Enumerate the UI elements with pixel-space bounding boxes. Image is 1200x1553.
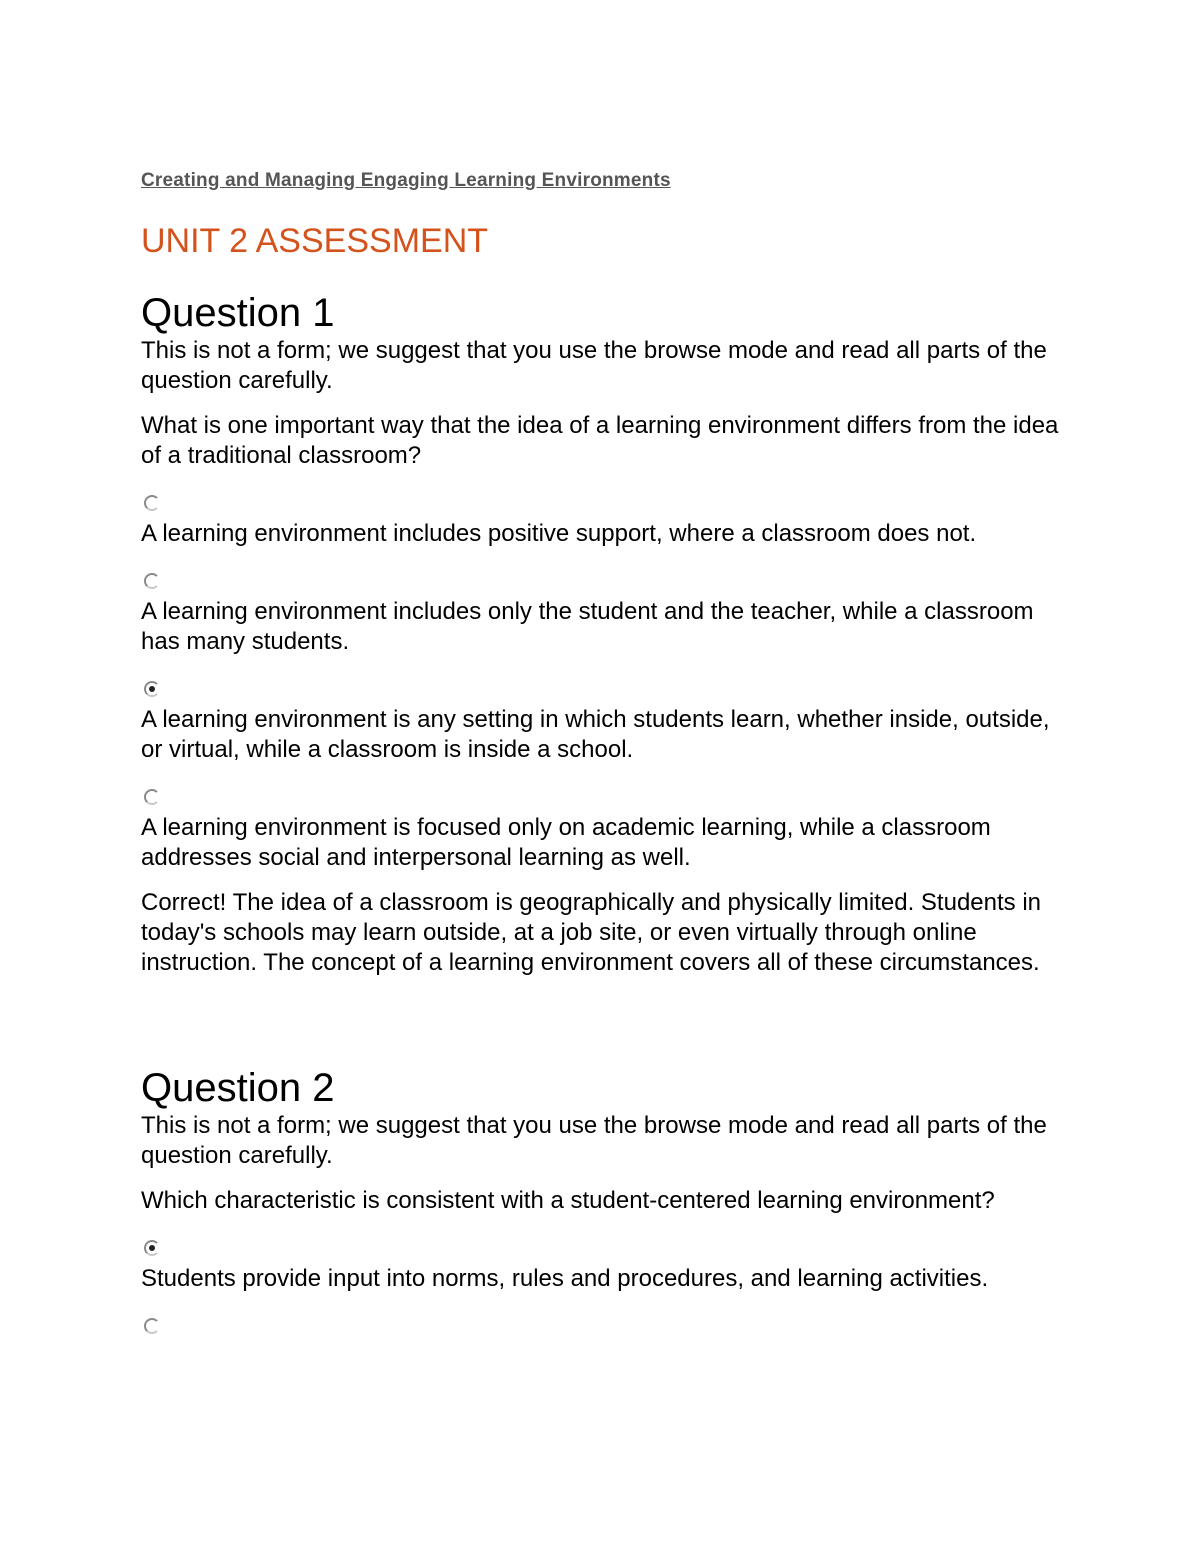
course-title-link[interactable]: Creating and Managing Engaging Learning Environments [141, 170, 671, 191]
option-text: A learning environment is focused only on academic learning, while a classroom addresses social and interpersonal learning as well. [141, 814, 991, 871]
feedback-text: Correct! The idea of a classroom is geographically and physically limited. Students in today's schools may learn outside, at a job site, or even virtually through online instruction. The concept of a learning environment covers all of these circumstances. [141, 889, 1041, 976]
option-text: A learning environment is any setting in which students learn, whether inside, outside, or virtual, while a classroom is inside a school. [141, 706, 1050, 763]
question-1 [141, 290, 1071, 978]
radio-option-1[interactable] [144, 495, 160, 511]
radio-option-2[interactable] [144, 1318, 160, 1334]
question-2 [141, 1065, 1071, 1334]
option-text: A learning environment includes positive support, where a classroom does not. [141, 520, 977, 547]
radio-option-4[interactable] [144, 789, 160, 805]
question-prompt: What is one important way that the idea of a learning environment differs from the idea of a traditional classroom? [141, 412, 1059, 469]
question-title: Question 2 [141, 1066, 335, 1110]
question-prompt: Which characteristic is consistent with a student-centered learning environment? [141, 1187, 995, 1214]
radio-option-3-selected[interactable] [144, 681, 160, 697]
question-note: This is not a form; we suggest that you use the browse mode and read all parts of the question carefully. [141, 337, 1047, 394]
radio-option-2[interactable] [144, 573, 160, 589]
option-text: A learning environment includes only the student and the teacher, while a classroom has many students. [141, 598, 1034, 655]
unit-title: UNIT 2 ASSESSMENT [141, 222, 489, 260]
question-title: Question 1 [141, 291, 335, 335]
radio-option-1-selected[interactable] [144, 1240, 160, 1256]
question-note: This is not a form; we suggest that you use the browse mode and read all parts of the question carefully. [141, 1112, 1047, 1169]
option-text: Students provide input into norms, rules and procedures, and learning activities. [141, 1265, 989, 1292]
